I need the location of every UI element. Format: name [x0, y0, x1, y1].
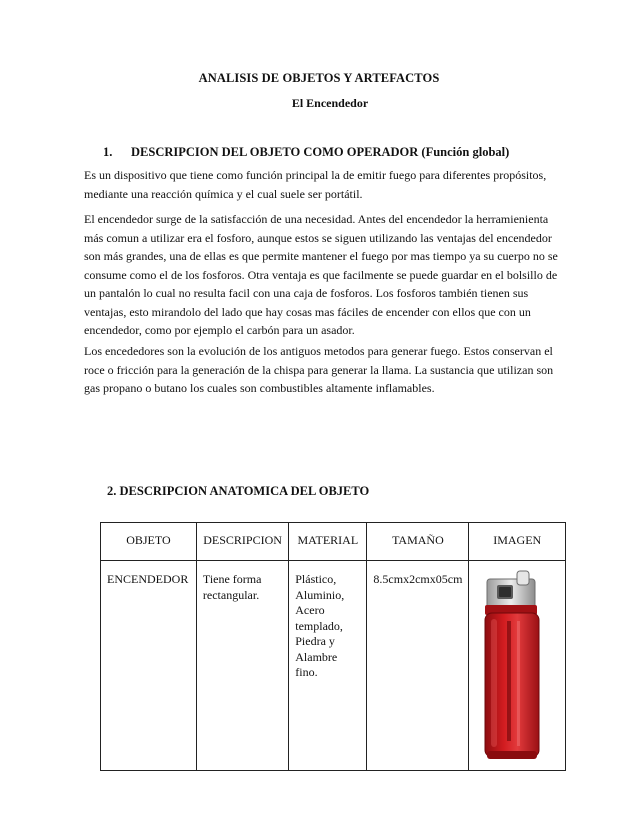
section2-heading-text: DESCRIPCION ANATOMICA DEL OBJETO [119, 484, 370, 498]
section1-paragraph-3: Los encededores son la evolución de los antiguos metodos para generar fuego. Estos conservan el roce o fricción para la generación de la chispa para generar la llama. La sustancia que utilizan son gas propano o butano los cuales son combustibles altamente inflamables. [84, 344, 554, 395]
section1-heading [103, 145, 509, 160]
table-header-descripcion: DESCRIPCION [196, 523, 288, 561]
section2-heading [107, 484, 369, 499]
section2-number: 2. [107, 484, 117, 498]
document-subtitle: El Encendedor [291, 96, 369, 110]
table-header-objeto: OBJETO [101, 523, 197, 561]
cell-material: Plástico, Aluminio, Acero templado, Piedra y Alambre fino. [289, 561, 367, 771]
table-row [101, 561, 566, 771]
lighter-icon [469, 561, 568, 771]
cell-objeto: ENCENDEDOR [101, 561, 197, 771]
lighter-image [469, 561, 568, 776]
cell-descripcion: Tiene forma rectangular. [196, 561, 288, 771]
cell-imagen [469, 561, 566, 771]
table-header-row [101, 523, 566, 561]
table-header-imagen: IMAGEN [469, 523, 566, 561]
section1-heading-text: DESCRIPCION DEL OBJETO COMO OPERADOR (Función global) [131, 145, 510, 159]
document-title: ANALISIS DE OBJETOS Y ARTEFACTOS [198, 71, 440, 85]
anatomy-table [100, 522, 566, 771]
section1-number: 1. [103, 145, 113, 159]
cell-tamano: 8.5cmx2cmx05cm [367, 561, 469, 771]
section1-paragraph-1: Es un dispositivo que tiene como función principal la de emitir fuego para diferentes propósitos, mediante una reacción química y el cual suele ser portátil. [84, 168, 547, 201]
table-header-tamano: TAMAÑO [367, 523, 469, 561]
table-header-material: MATERIAL [289, 523, 367, 561]
section1-paragraph-2: El encendedor surge de la satisfacción de una necesidad. Antes del encendedor la herramienienta más comun a utilizar era el fosforo, aunque estos se siguen utilizando las ventajas del encendedor son más grandes, una de ellas es que permite mantener el fuego por mas tiempo ya su cuerpo no se consume como el de los fosforos. Otra ventaja es que facilmente se puede guardar en el bolsillo de un pantalón lo cual no resulta facil con una caja de fosforos. Los fosforos también tienen sus ventajas, esto mirandolo del lado que hay cosas mas fáciles de encender con ellos que con un encendedor, como por ejemplo el carbón para un asador. [84, 212, 558, 337]
